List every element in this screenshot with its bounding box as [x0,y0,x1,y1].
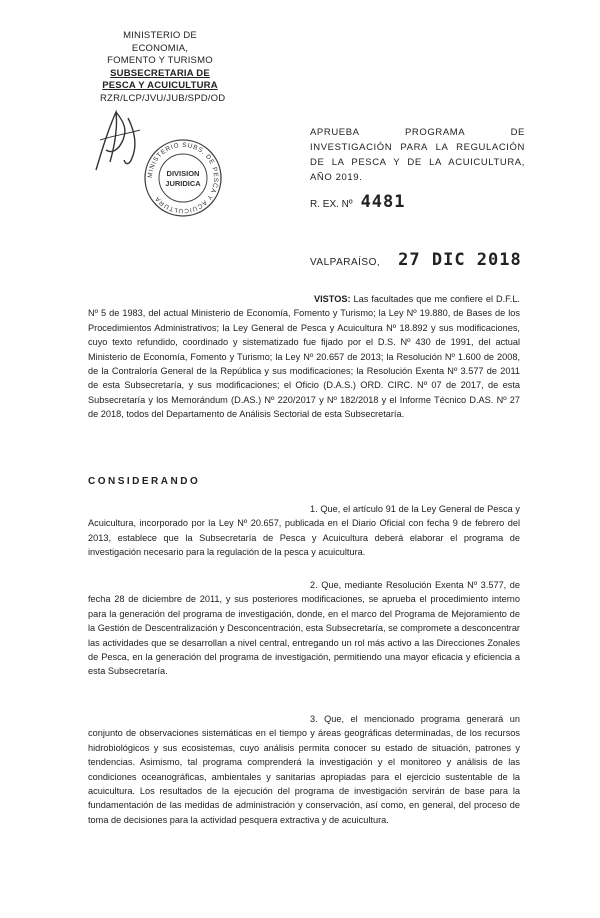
subsecretaria-line: SUBSECRETARIA DE [110,67,210,79]
ministry-line: MINISTERIO DE [123,30,197,41]
date-place: VALPARAÍSO, [310,257,381,268]
reference-code: RZR/LCP/JVU/JUB/SPD/OD [100,92,226,104]
stamp-center-line: DIVISION [166,169,200,178]
ministry-line: ECONOMIA, [131,42,189,54]
date-row [310,250,522,270]
resolution-label: R. EX. Nº [310,199,353,210]
stamp-ring-text: MINISTERIO SUBS. DE PESCA Y ACUICULTURA [146,141,220,215]
resolution-number-row [310,192,406,212]
vistos-lead: VISTOS: [314,294,351,304]
considerando-heading: CONSIDERANDO [88,476,201,487]
ministry-line: FOMENTO Y TURISMO [107,55,213,66]
ministry-header [100,30,226,105]
considerando-item: 1. Que, el artículo 91 de la Ley General de Pesca y Acuicultura, incorporado por la Ley Nº 20.657, publicada en el Diario Oficial con fecha 9 de febrero del 2013, establece que la Subsecretaría de Pesca y Acuicultura deberá elaborar el programa de investigación necesario para la regulación de la pesca y acuicultura. [88,504,520,558]
resolution-subject: APRUEBA PROGRAMA DE INVESTIGACIÓN PARA LA REGULACIÓN DE LA PESCA Y DE LA ACUICULTURA, AÑO 2019. [310,127,525,183]
considerando-item: 3. Que, el mencionado programa generará un conjunto de observaciones sistemáticas en el tiempo y áreas geográficas determinadas, de los recursos hidrobiológicos y sus ecosistemas, cuyo análisis permita conocer su estado de situación, patrones y tendencias. Asimismo, tal programa comprenderá la investigación y el monitoreo y análisis de las condiciones oceanográficas, ambientales y sanitarias apropiadas para el ejercicio sustentable de la acuicultura. Los resultados de la ejecución del programa de investigación servirán de base para la fundamentación de las medidas de administración y conservación, así como, en general, del proceso de toma de decisiones para la actividad pesquera extractiva y de acuicultura. [88,714,520,825]
resolution-number: 4481 [360,192,406,212]
subsecretaria-line: PESCA Y ACUICULTURA [102,80,218,91]
vistos-paragraph [88,292,520,422]
vistos-text: Las facultades que me confiere el D.F.L. Nº 5 de 1983, del actual Ministerio de Economía, Fomento y Turismo; la Ley Nº 19.880, de Bases de los Procedimientos Administrativos; la Ley General de Pesca y Acuicultura Nº 18.892 y sus modificaciones, cuyo texto refundido, coordinado y sistematizado fue fijado por el D.S. Nº 430 de 1991, del actual Ministerio de Economía, Fomento y Turismo; la Ley Nº 20.657 de 2013; la Resolución Nº 1.600 de 2008, de la Contraloría General de la República y sus modificaciones; la Resolución Exenta Nº 3.577 de 2011 de esta Subsecretaría, y sus modificaciones; el Oficio (D.A.S.) ORD. CIRC. Nº 07 de 2017, de esta Subsecretaría y los Memorándum (D.AS.) Nº 220/2017 y Nº 182/2018 y el Informe Técnico D.AS. Nº 27 de 2018, todos del Departamento de Análisis Sectorial de esta Subsecretaría. [88,294,520,420]
date-stamp: 27 DIC 2018 [398,250,522,270]
division-juridica-stamp [143,138,223,218]
stamp-center-line: JURIDICA [165,179,201,188]
svg-text:MINISTERIO SUBS. DE PESCA Y AC [147,142,219,214]
considerando-item: 2. Que, mediante Resolución Exenta Nº 3.577, de fecha 28 de diciembre de 2011, y sus posteriores modificaciones, se aprueba el procedimiento interno para la generación del programa de investigación, donde, en el marco del Programa de Mejoramiento de la Gestión de Descentralización y Desconcentración, esta Subsecretaría, se compromete a desconcentrar las actividades que se desarrollan a nivel central, entregando un rol más activo a las Direcciones Zonales de Pesca, en la generación del programa de investigación, permitiendo una mayor eficacia y eficiencia a esta Subsecretaría. [88,580,520,677]
